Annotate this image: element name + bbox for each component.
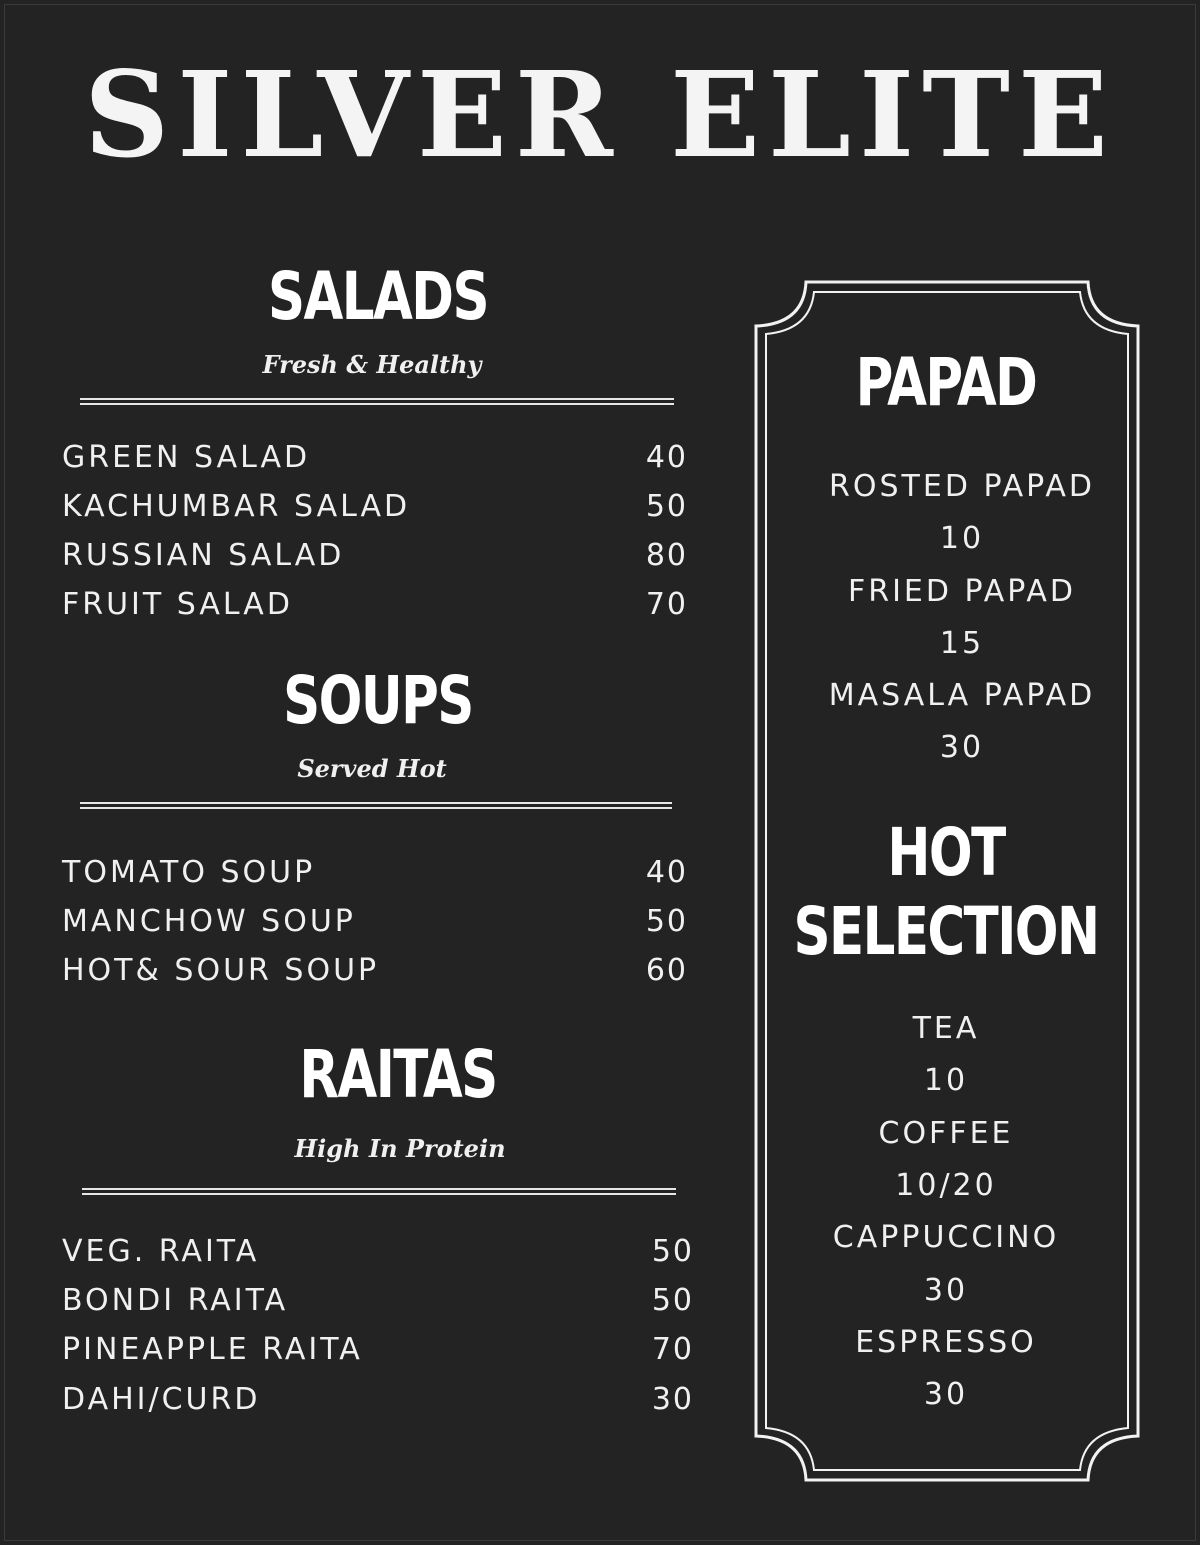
menu-item-price: 30 [651,1382,694,1417]
menu-item-price: 10 [923,1063,969,1098]
menu-item-price: 40 [645,855,688,890]
papad-heading: PAPAD [855,344,1037,421]
menu-item-name: KACHUMBAR SALAD [62,489,411,524]
menu-item-name: ESPRESSO [855,1325,1037,1360]
raitas-heading: RAITAS [299,1036,497,1113]
menu-item-name: MASALA PAPAD [828,678,1096,713]
menu-item-price: 50 [645,489,688,524]
menu-item-name: DAHI/CURD [62,1382,261,1417]
menu-item-name: GREEN SALAD [62,440,311,475]
soups-heading: SOUPS [283,662,473,739]
raitas-tagline: High In Protein [294,1134,506,1163]
menu-item-name: BONDI RAITA [62,1283,289,1318]
menu-item-price: 15 [939,626,985,661]
menu-item-price: 30 [923,1273,969,1308]
menu-item-price: 60 [645,953,688,988]
menu-item-name: PINEAPPLE RAITA [62,1332,363,1367]
menu-item-price: 70 [651,1332,694,1367]
menu-item-price: 70 [645,587,688,622]
soups-divider [80,802,672,809]
salads-heading: SALADS [267,258,489,335]
menu-item-price: 50 [651,1234,694,1269]
menu-item-name: COFFEE [878,1116,1014,1151]
menu-item-price: 50 [645,904,688,939]
menu-item-name: CAPPUCCINO [832,1220,1060,1255]
soups-tagline: Served Hot [297,754,447,783]
menu-item-price: 40 [645,440,688,475]
menu-item-price: 80 [645,538,688,573]
menu-item-price: 10/20 [895,1168,997,1203]
menu-item-name: FRUIT SALAD [62,587,293,622]
menu-item-price: 30 [923,1377,969,1412]
menu-item-price: 30 [939,730,985,765]
hot-selection-heading-line2: SELECTION [793,893,1099,970]
menu-item-name: RUSSIAN SALAD [62,538,345,573]
menu-item-name: MANCHOW SOUP [62,904,356,939]
salads-divider [80,398,674,405]
menu-item-price: 10 [939,521,985,556]
menu-item-name: TOMATO SOUP [62,855,316,890]
hot-selection-heading-line1: HOT [887,814,1005,891]
menu-item-name: ROSTED PAPAD [829,469,1095,504]
menu-item-name: VEG. RAITA [62,1234,260,1269]
menu-item-name: FRIED PAPAD [847,574,1077,609]
raitas-divider [82,1188,676,1195]
menu-item-name: TEA [912,1011,980,1046]
menu-item-price: 50 [651,1283,694,1318]
salads-tagline: Fresh & Healthy [262,350,482,379]
restaurant-title: SILVER ELITE [84,45,1116,184]
menu-item-name: HOT& SOUR SOUP [62,953,380,988]
